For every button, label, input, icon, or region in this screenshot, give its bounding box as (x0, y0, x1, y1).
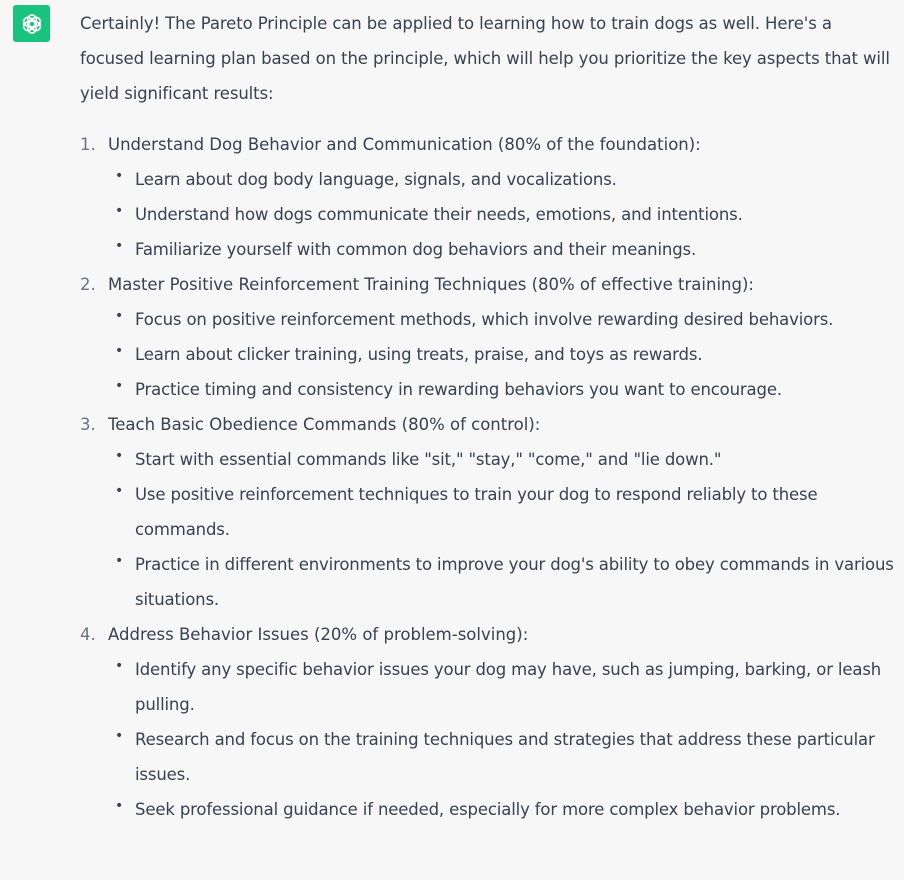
sub-item (108, 197, 900, 232)
sub-list (108, 302, 900, 407)
sub-item (108, 302, 900, 337)
step-title: Understand Dog Behavior and Communication (80% of the foundation): (108, 135, 701, 154)
bullet-icon: • (115, 308, 124, 324)
step-item (80, 617, 900, 827)
bullet-icon: • (115, 553, 124, 569)
bullet-icon: • (115, 203, 124, 219)
sub-list (108, 162, 900, 267)
sub-item-text: Learn about dog body language, signals, and vocalizations. (135, 170, 617, 189)
sub-item-text: Practice in different environments to improve your dog's ability to obey commands in various situations. (135, 555, 894, 609)
step-title: Master Positive Reinforcement Training Techniques (80% of effective training): (108, 275, 754, 294)
sub-item-text: Practice timing and consistency in rewarding behaviors you want to encourage. (135, 380, 782, 399)
step-number: 2. (80, 275, 96, 294)
sub-item-text: Learn about clicker training, using treats, praise, and toys as rewards. (135, 345, 703, 364)
bullet-icon: • (115, 798, 124, 814)
message-content (80, 6, 900, 827)
bullet-icon: • (115, 658, 124, 674)
bullet-icon: • (115, 728, 124, 744)
sub-item (108, 722, 900, 792)
sub-item (108, 477, 900, 547)
step-title: Teach Basic Obedience Commands (80% of control): (108, 415, 541, 434)
sub-item (108, 232, 900, 267)
sub-item (108, 547, 900, 617)
assistant-avatar (13, 5, 50, 42)
bullet-icon: • (115, 378, 124, 394)
sub-item-text: Use positive reinforcement techniques to train your dog to respond reliably to these commands. (135, 485, 818, 539)
step-number: 4. (80, 625, 96, 644)
sub-item-text: Seek professional guidance if needed, especially for more complex behavior problems. (135, 800, 841, 819)
sub-item-text: Focus on positive reinforcement methods, which involve rewarding desired behaviors. (135, 310, 834, 329)
step-item (80, 267, 900, 407)
bullet-icon: • (115, 168, 124, 184)
sub-item-text: Familiarize yourself with common dog behaviors and their meanings. (135, 240, 697, 259)
step-number: 3. (80, 415, 96, 434)
sub-item-text: Identify any specific behavior issues your dog may have, such as jumping, barking, or leash pulling. (135, 660, 882, 714)
sub-item (108, 652, 900, 722)
bullet-icon: • (115, 238, 124, 254)
sub-item-text: Start with essential commands like "sit," "stay," "come," and "lie down." (135, 450, 722, 469)
sub-item (108, 372, 900, 407)
sub-item-text: Research and focus on the training techniques and strategies that address these particular issues. (135, 730, 875, 784)
bullet-icon: • (115, 448, 124, 464)
bullet-icon: • (115, 343, 124, 359)
steps-list (80, 127, 900, 827)
sub-item-text: Understand how dogs communicate their needs, emotions, and intentions. (135, 205, 743, 224)
step-title: Address Behavior Issues (20% of problem-solving): (108, 625, 529, 644)
openai-logo-icon (20, 12, 44, 36)
sub-item (108, 442, 900, 477)
sub-item (108, 337, 900, 372)
step-item (80, 127, 900, 267)
sub-list (108, 652, 900, 827)
sub-item (108, 162, 900, 197)
sub-list (108, 442, 900, 617)
sub-item (108, 792, 900, 827)
step-number: 1. (80, 135, 96, 154)
step-item (80, 407, 900, 617)
bullet-icon: • (115, 483, 124, 499)
intro-paragraph: Certainly! The Pareto Principle can be applied to learning how to train dogs as well. Here's a focused learning plan based on the principle, which will help you prioritize the key aspects that will yield significant results: (80, 14, 890, 103)
